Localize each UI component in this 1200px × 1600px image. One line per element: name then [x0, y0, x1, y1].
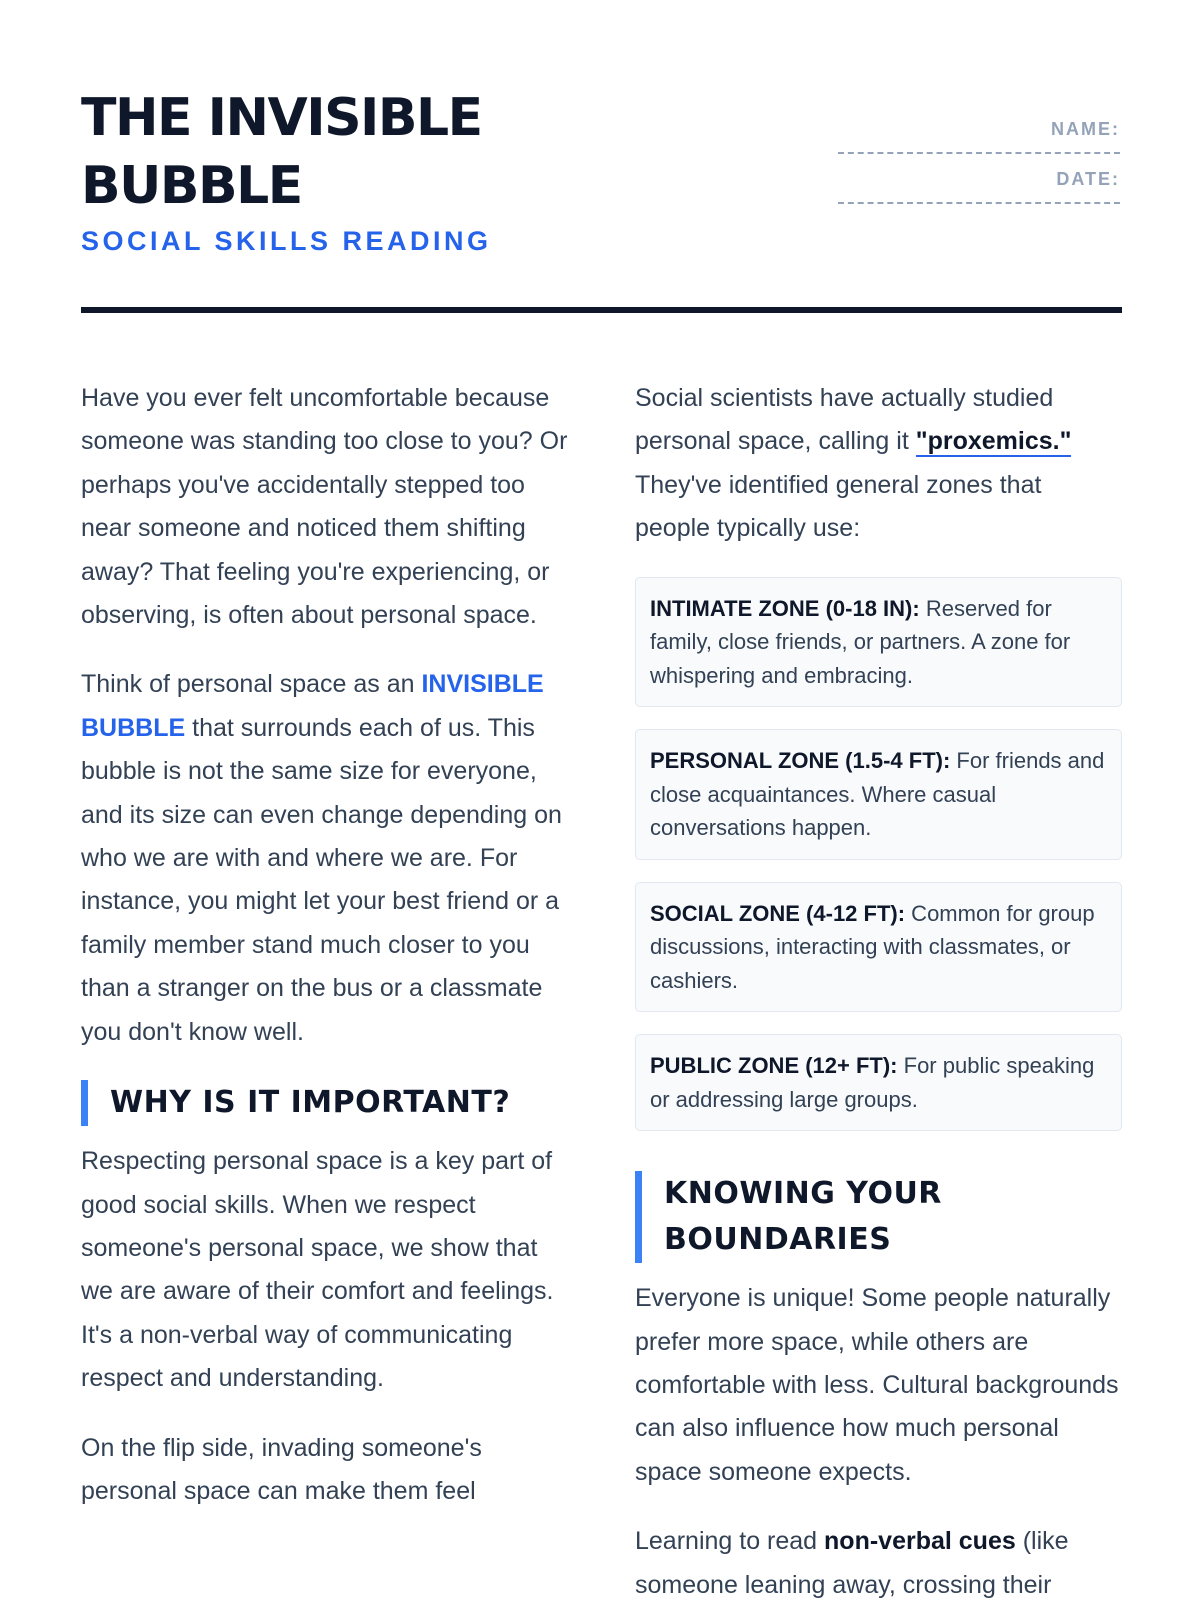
zone-description: For friends and close acquaintances. Where casual conversations happen.	[650, 748, 1105, 841]
flip-side-paragraph: On the flip side, invading someone's personal space can make them feel	[81, 1433, 482, 1505]
bubble-text-start: Think of personal space as an	[81, 670, 422, 699]
why-important-heading: WHY IS IT IMPORTANT?	[81, 1080, 571, 1126]
importance-paragraph: Respecting personal space is a key part of good social skills. When we respect someone's personal space, we show that we are aware of their comfort and feelings. It's a non-verbal way of communicating respect and understanding.	[81, 1147, 554, 1393]
bubble-text-end: that surrounds each of us. This bubble is not the same size for everyone, and its size can even change depending on who we are with and where we are. For instance, you might let your best friend or a family member stand much closer to you than a stranger on the bus or a classmate you don't know well.	[81, 713, 562, 1046]
zone-card-public	[635, 1034, 1122, 1131]
title-line-1: THE INVISIBLE	[81, 88, 482, 148]
right-column	[635, 377, 1122, 1600]
nonverbal-cues-term: non-verbal cues	[824, 1527, 1016, 1556]
zone-description: Common for group discussions, interacting with classmates, or cashiers.	[650, 900, 1095, 993]
proxemics-term: "proxemics."	[915, 427, 1072, 456]
uniqueness-paragraph: Everyone is unique! Some people naturally prefer more space, while others are comfortable with less. Cultural backgrounds can also influence how much personal space someone expects.	[635, 1284, 1119, 1486]
invisible-bubble-highlight: INVISIBLE BUBBLE	[81, 670, 544, 742]
nonverbal-text-start: Learning to read	[635, 1527, 825, 1556]
nonverbal-text-end: (like someone leaning away, crossing their	[635, 1527, 1069, 1599]
bubble-paragraph	[81, 663, 571, 1054]
student-info-fields	[820, 118, 1120, 218]
header-divider	[81, 307, 1122, 313]
zone-card-personal	[635, 729, 1122, 860]
zone-card-social	[635, 882, 1122, 1013]
zone-title: INTIMATE ZONE (0-18 IN):	[650, 595, 920, 621]
date-label: DATE:	[1056, 169, 1120, 189]
page-subtitle: SOCIAL SKILLS READING	[81, 226, 492, 256]
zone-title: SOCIAL ZONE (4-12 FT):	[650, 900, 906, 926]
left-column	[81, 377, 571, 1539]
title-line-2: BUBBLE	[81, 156, 302, 216]
page-title	[81, 84, 482, 220]
proxemics-paragraph	[635, 377, 1122, 551]
name-label: NAME:	[1051, 119, 1120, 139]
zone-description: Reserved for family, close friends, or partners. A zone for whispering and embracing.	[650, 595, 1071, 688]
zone-title: PERSONAL ZONE (1.5-4 FT):	[650, 748, 951, 774]
nonverbal-paragraph	[635, 1520, 1122, 1600]
date-blank-line[interactable]	[838, 190, 1120, 204]
zone-card-intimate	[635, 577, 1122, 708]
proxemics-text-start: Social scientists have actually studied personal space, calling it	[635, 384, 1054, 456]
proxemics-text-end: They've identified general zones that people typically use:	[635, 470, 1042, 543]
zone-title: PUBLIC ZONE (12+ FT):	[650, 1053, 898, 1079]
zone-description: For public speaking or addressing large groups.	[650, 1053, 1095, 1112]
boundaries-heading: KNOWING YOUR BOUNDARIES	[635, 1171, 1122, 1263]
intro-paragraph: Have you ever felt uncomfortable because someone was standing too close to you? Or perhaps you've accidentally stepped too near someone and noticed them shifting away? That feeling you're experiencing, or observing, is often about personal space.	[81, 384, 568, 630]
name-blank-line[interactable]	[838, 140, 1120, 154]
